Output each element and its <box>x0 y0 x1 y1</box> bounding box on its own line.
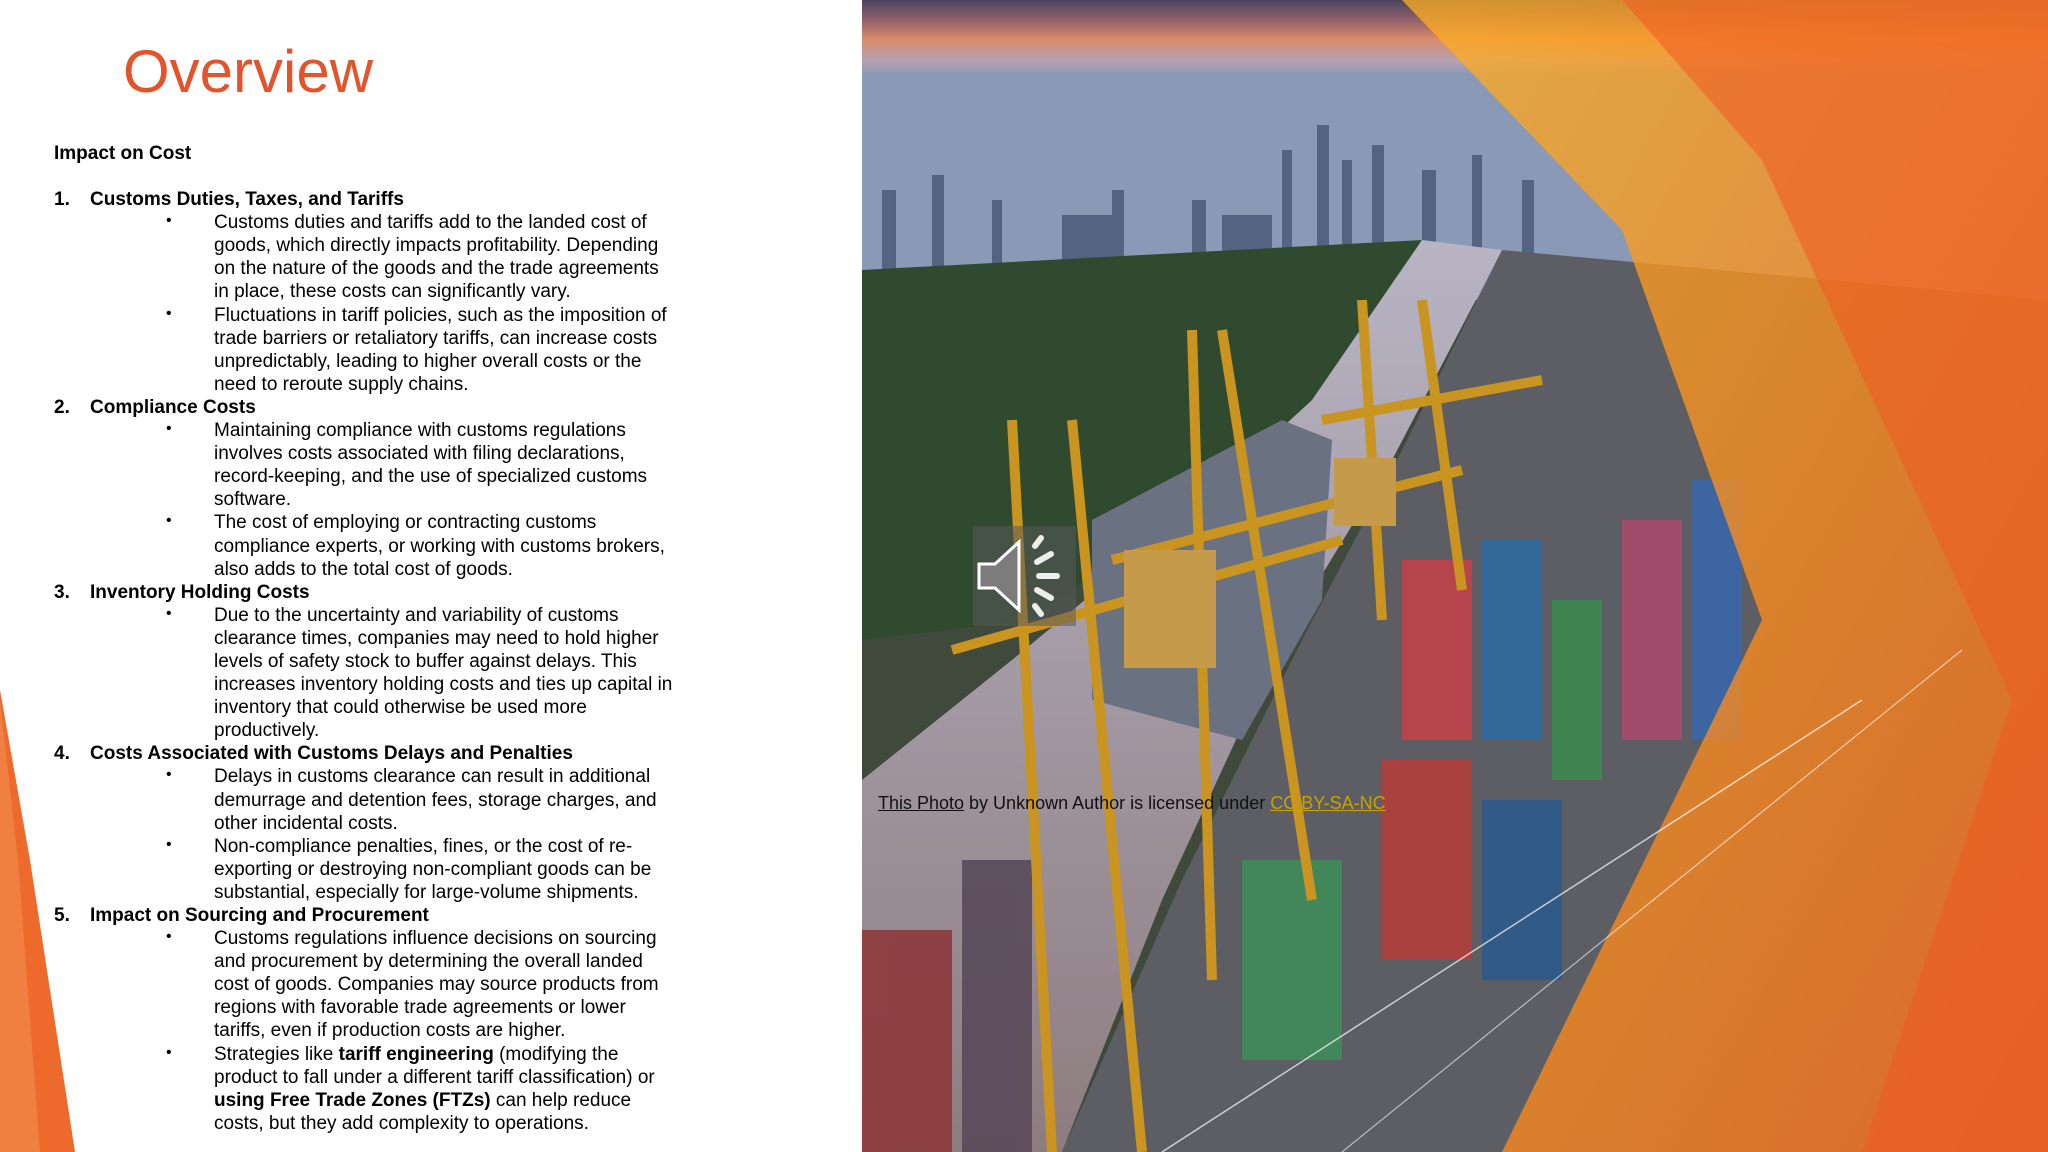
item-heading: Compliance Costs <box>90 396 256 418</box>
bullet-item: • Non-compliance penalties, fines, or the cost of re-exporting or destroying non-compliant goods can be substantial, especially for large-volume shipments. <box>166 835 652 903</box>
license-link[interactable]: CC BY-SA-NC <box>1270 793 1386 813</box>
bullet-item: • The cost of employing or contracting customs compliance experts, or working with customs brokers, also adds to the total cost of goods. <box>166 512 665 580</box>
item-heading: Impact on Sourcing and Procurement <box>90 905 429 926</box>
list-item: 2. Compliance Costs • Maintaining compliance with customs regulations involves costs associated with filing declarations, record-keeping, and the use of specialized customs software. • The cost of employing or contracting customs compliance experts, or working with customs brokers, also adds to the total cost of goods. <box>54 396 674 581</box>
item-heading: Inventory Holding Costs <box>90 581 310 603</box>
photo-credit: This Photo by Unknown Author is licensed under CC BY-SA-NC <box>878 793 1386 813</box>
section-label: Impact on Cost <box>54 143 192 164</box>
list-item: 5. Impact on Sourcing and Procurement • Customs regulations influence decisions on sourcing and procurement by determining the overall landed cost of goods. Companies may source products from regions with favorable trade agreements or lower tariffs, even if production costs are higher. • Strategies like tariff engineering (modifying the product to fall under a different tariff classification) or using Free Trade Zones (FTZs) can help reduce costs, but they add complexity to operations. <box>54 904 674 1135</box>
item-heading: Costs Associated with Customs Delays and Penalties <box>90 743 573 765</box>
photo-link[interactable]: This Photo <box>878 793 965 813</box>
bullet-item: • Maintaining compliance with customs regulations involves costs associated with filing declarations, record-keeping, and the use of specialized customs software. <box>166 420 648 511</box>
slide-body <box>54 142 674 1135</box>
speaker-icon[interactable] <box>973 526 1076 626</box>
item-heading: Customs Duties, Taxes, and Tariffs <box>90 189 404 211</box>
bullet-item: • Delays in customs clearance can result in additional demurrage and detention fees, storage charges, and other incidental costs. <box>166 766 657 834</box>
slide-title: Overview <box>123 38 374 105</box>
bullet-item: • Customs regulations influence decisions on sourcing and procurement by determining the overall landed cost of goods. Companies may source products from regions with favorable trade agreements or lower tariffs, even if production costs are higher. <box>166 928 659 1042</box>
list-item: 1. Customs Duties, Taxes, and Tariffs • Customs duties and tariffs add to the landed cost of goods, which directly impacts profitability. Depending on the nature of the goods and the trade agreements in place, these costs can significantly vary. • Fluctuations in tariff policies, such as the imposition of trade barriers or retaliatory tariffs, can increase costs unpredictably, leading to higher overall costs or the need to reroute supply chains. <box>54 188 674 396</box>
bullet-item: • Fluctuations in tariff policies, such as the imposition of trade barriers or retaliatory tariffs, can increase costs unpredictably, leading to higher overall costs or the need to reroute supply chains. <box>166 304 667 395</box>
list-item: 4. Costs Associated with Customs Delays and Penalties • Delays in customs clearance can result in additional demurrage and detention fees, storage charges, and other incidental costs. • Non-compliance penalties, fines, or the cost of re-exporting or destroying non-compliant goods can be substantial, especially for large-volume shipments. <box>54 742 674 904</box>
bullet-item: • Strategies like tariff engineering (modifying the product to fall under a different tariff classification) or using Free Trade Zones (FTZs) can help reduce costs, but they add complexity to operations. <box>166 1043 655 1134</box>
bullet-item: • Due to the uncertainty and variability of customs clearance times, companies may need to hold higher levels of safety stock to buffer against delays. This increases inventory holding costs and ties up capital in inventory that could otherwise be used more productively. <box>166 604 673 742</box>
bullet-item: • Customs duties and tariffs add to the landed cost of goods, which directly impacts profitability. Depending on the nature of the goods and the trade agreements in place, these costs can significantly vary. <box>166 212 659 303</box>
cost-list <box>54 188 674 1135</box>
list-item: 3. Inventory Holding Costs • Due to the uncertainty and variability of customs clearance times, companies may need to hold higher levels of safety stock to buffer against delays. This increases inventory holding costs and ties up capital in inventory that could otherwise be used more productively. <box>54 581 673 742</box>
